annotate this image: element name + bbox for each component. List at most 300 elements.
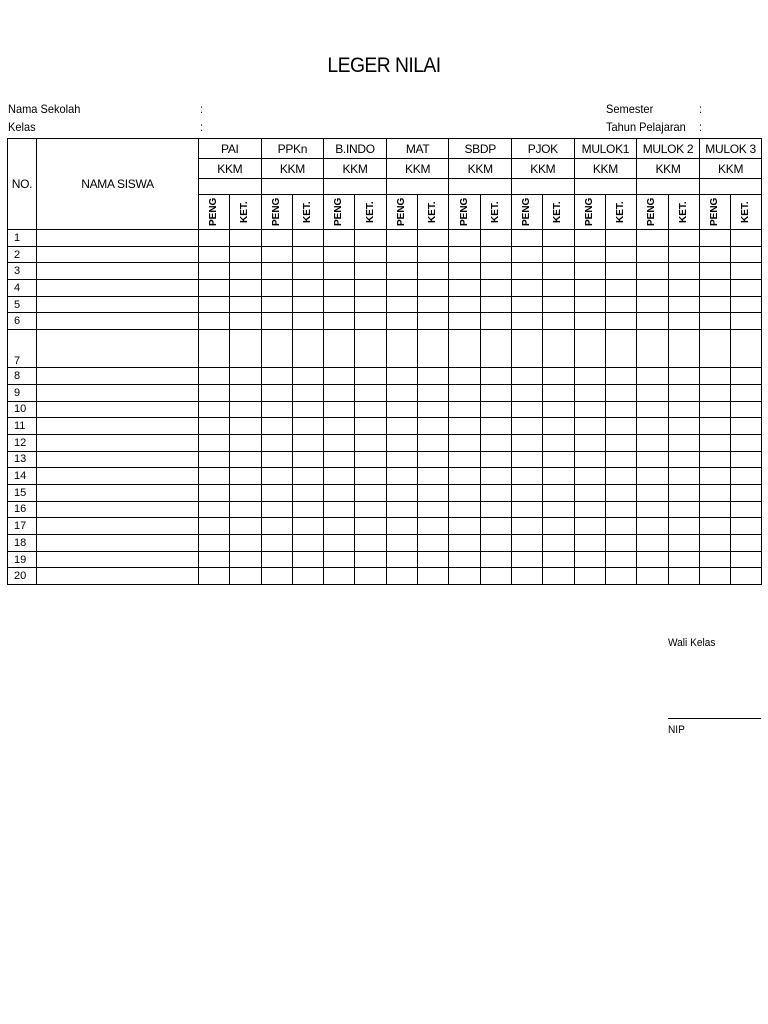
score-cell[interactable] xyxy=(292,401,323,418)
score-cell[interactable] xyxy=(574,330,605,368)
score-cell[interactable] xyxy=(574,368,605,385)
score-cell[interactable] xyxy=(480,246,511,263)
score-cell[interactable] xyxy=(512,518,543,535)
score-cell[interactable] xyxy=(668,263,699,280)
score-cell[interactable] xyxy=(574,568,605,585)
score-cell[interactable] xyxy=(324,501,355,518)
score-cell[interactable] xyxy=(699,230,730,247)
score-cell[interactable] xyxy=(449,451,480,468)
student-name-cell[interactable] xyxy=(37,246,199,263)
score-cell[interactable] xyxy=(512,418,543,435)
score-cell[interactable] xyxy=(668,451,699,468)
score-cell[interactable] xyxy=(199,313,230,330)
score-cell[interactable] xyxy=(292,484,323,501)
score-cell[interactable] xyxy=(605,551,636,568)
score-cell[interactable] xyxy=(699,535,730,552)
score-cell[interactable] xyxy=(261,313,292,330)
score-cell[interactable] xyxy=(480,568,511,585)
score-cell[interactable] xyxy=(199,468,230,485)
score-cell[interactable] xyxy=(449,468,480,485)
score-cell[interactable] xyxy=(480,451,511,468)
score-cell[interactable] xyxy=(261,296,292,313)
score-cell[interactable] xyxy=(480,330,511,368)
score-cell[interactable] xyxy=(355,484,386,501)
score-cell[interactable] xyxy=(637,434,668,451)
score-cell[interactable] xyxy=(637,384,668,401)
score-cell[interactable] xyxy=(292,368,323,385)
score-cell[interactable] xyxy=(261,384,292,401)
score-cell[interactable] xyxy=(261,551,292,568)
score-cell[interactable] xyxy=(292,518,323,535)
score-cell[interactable] xyxy=(543,451,574,468)
score-cell[interactable] xyxy=(512,263,543,280)
score-cell[interactable] xyxy=(292,384,323,401)
score-cell[interactable] xyxy=(418,230,449,247)
score-cell[interactable] xyxy=(512,484,543,501)
score-cell[interactable] xyxy=(574,535,605,552)
student-name-cell[interactable] xyxy=(37,434,199,451)
score-cell[interactable] xyxy=(699,384,730,401)
score-cell[interactable] xyxy=(731,451,762,468)
score-cell[interactable] xyxy=(605,246,636,263)
score-cell[interactable] xyxy=(543,368,574,385)
score-cell[interactable] xyxy=(480,484,511,501)
score-cell[interactable] xyxy=(386,384,417,401)
score-cell[interactable] xyxy=(386,451,417,468)
score-cell[interactable] xyxy=(324,280,355,297)
score-cell[interactable] xyxy=(543,230,574,247)
score-cell[interactable] xyxy=(418,568,449,585)
score-cell[interactable] xyxy=(449,280,480,297)
score-cell[interactable] xyxy=(418,263,449,280)
score-cell[interactable] xyxy=(512,501,543,518)
score-cell[interactable] xyxy=(292,418,323,435)
score-cell[interactable] xyxy=(512,230,543,247)
score-cell[interactable] xyxy=(324,451,355,468)
score-cell[interactable] xyxy=(543,263,574,280)
score-cell[interactable] xyxy=(199,330,230,368)
score-cell[interactable] xyxy=(480,551,511,568)
score-cell[interactable] xyxy=(355,230,386,247)
score-cell[interactable] xyxy=(574,401,605,418)
score-cell[interactable] xyxy=(543,330,574,368)
score-cell[interactable] xyxy=(199,418,230,435)
score-cell[interactable] xyxy=(699,280,730,297)
score-cell[interactable] xyxy=(230,401,261,418)
score-cell[interactable] xyxy=(699,246,730,263)
score-cell[interactable] xyxy=(480,296,511,313)
score-cell[interactable] xyxy=(574,280,605,297)
score-cell[interactable] xyxy=(355,401,386,418)
score-cell[interactable] xyxy=(699,330,730,368)
score-cell[interactable] xyxy=(731,568,762,585)
score-cell[interactable] xyxy=(637,330,668,368)
score-cell[interactable] xyxy=(449,401,480,418)
score-cell[interactable] xyxy=(543,246,574,263)
score-cell[interactable] xyxy=(605,434,636,451)
score-cell[interactable] xyxy=(605,451,636,468)
score-cell[interactable] xyxy=(418,313,449,330)
score-cell[interactable] xyxy=(668,501,699,518)
score-cell[interactable] xyxy=(199,568,230,585)
score-cell[interactable] xyxy=(699,501,730,518)
score-cell[interactable] xyxy=(699,368,730,385)
score-cell[interactable] xyxy=(230,296,261,313)
score-cell[interactable] xyxy=(324,330,355,368)
score-cell[interactable] xyxy=(574,468,605,485)
score-cell[interactable] xyxy=(449,418,480,435)
score-cell[interactable] xyxy=(261,468,292,485)
score-cell[interactable] xyxy=(699,568,730,585)
score-cell[interactable] xyxy=(230,535,261,552)
score-cell[interactable] xyxy=(637,313,668,330)
student-name-cell[interactable] xyxy=(37,535,199,552)
score-cell[interactable] xyxy=(199,551,230,568)
score-cell[interactable] xyxy=(418,451,449,468)
score-cell[interactable] xyxy=(731,313,762,330)
score-cell[interactable] xyxy=(324,263,355,280)
student-name-cell[interactable] xyxy=(37,384,199,401)
score-cell[interactable] xyxy=(668,330,699,368)
score-cell[interactable] xyxy=(731,263,762,280)
score-cell[interactable] xyxy=(386,401,417,418)
score-cell[interactable] xyxy=(574,313,605,330)
student-name-cell[interactable] xyxy=(37,468,199,485)
score-cell[interactable] xyxy=(292,551,323,568)
score-cell[interactable] xyxy=(449,518,480,535)
score-cell[interactable] xyxy=(261,263,292,280)
score-cell[interactable] xyxy=(543,468,574,485)
score-cell[interactable] xyxy=(699,296,730,313)
score-cell[interactable] xyxy=(731,484,762,501)
score-cell[interactable] xyxy=(449,568,480,585)
score-cell[interactable] xyxy=(605,296,636,313)
student-name-cell[interactable] xyxy=(37,484,199,501)
score-cell[interactable] xyxy=(199,451,230,468)
score-cell[interactable] xyxy=(543,280,574,297)
score-cell[interactable] xyxy=(355,535,386,552)
score-cell[interactable] xyxy=(731,280,762,297)
score-cell[interactable] xyxy=(418,368,449,385)
score-cell[interactable] xyxy=(292,501,323,518)
score-cell[interactable] xyxy=(512,401,543,418)
score-cell[interactable] xyxy=(480,230,511,247)
score-cell[interactable] xyxy=(230,313,261,330)
score-cell[interactable] xyxy=(731,434,762,451)
score-cell[interactable] xyxy=(668,551,699,568)
score-cell[interactable] xyxy=(292,313,323,330)
score-cell[interactable] xyxy=(324,313,355,330)
score-cell[interactable] xyxy=(574,434,605,451)
score-cell[interactable] xyxy=(574,501,605,518)
student-name-cell[interactable] xyxy=(37,313,199,330)
score-cell[interactable] xyxy=(574,263,605,280)
score-cell[interactable] xyxy=(324,484,355,501)
score-cell[interactable] xyxy=(637,401,668,418)
score-cell[interactable] xyxy=(386,518,417,535)
score-cell[interactable] xyxy=(386,296,417,313)
score-cell[interactable] xyxy=(605,401,636,418)
score-cell[interactable] xyxy=(418,246,449,263)
score-cell[interactable] xyxy=(199,518,230,535)
student-name-cell[interactable] xyxy=(37,568,199,585)
score-cell[interactable] xyxy=(699,451,730,468)
score-cell[interactable] xyxy=(637,368,668,385)
score-cell[interactable] xyxy=(418,501,449,518)
score-cell[interactable] xyxy=(668,313,699,330)
score-cell[interactable] xyxy=(574,484,605,501)
score-cell[interactable] xyxy=(512,246,543,263)
score-cell[interactable] xyxy=(199,384,230,401)
score-cell[interactable] xyxy=(731,401,762,418)
score-cell[interactable] xyxy=(418,551,449,568)
score-cell[interactable] xyxy=(574,296,605,313)
score-cell[interactable] xyxy=(637,568,668,585)
score-cell[interactable] xyxy=(261,484,292,501)
score-cell[interactable] xyxy=(605,263,636,280)
score-cell[interactable] xyxy=(230,434,261,451)
score-cell[interactable] xyxy=(418,330,449,368)
score-cell[interactable] xyxy=(512,434,543,451)
score-cell[interactable] xyxy=(199,368,230,385)
student-name-cell[interactable] xyxy=(37,418,199,435)
score-cell[interactable] xyxy=(386,501,417,518)
score-cell[interactable] xyxy=(230,468,261,485)
score-cell[interactable] xyxy=(355,568,386,585)
score-cell[interactable] xyxy=(574,451,605,468)
score-cell[interactable] xyxy=(324,518,355,535)
score-cell[interactable] xyxy=(292,230,323,247)
score-cell[interactable] xyxy=(386,368,417,385)
score-cell[interactable] xyxy=(418,484,449,501)
score-cell[interactable] xyxy=(292,330,323,368)
student-name-cell[interactable] xyxy=(37,518,199,535)
score-cell[interactable] xyxy=(449,434,480,451)
score-cell[interactable] xyxy=(637,418,668,435)
score-cell[interactable] xyxy=(355,434,386,451)
score-cell[interactable] xyxy=(292,468,323,485)
score-cell[interactable] xyxy=(574,418,605,435)
score-cell[interactable] xyxy=(731,468,762,485)
score-cell[interactable] xyxy=(355,330,386,368)
score-cell[interactable] xyxy=(668,296,699,313)
score-cell[interactable] xyxy=(543,535,574,552)
score-cell[interactable] xyxy=(418,401,449,418)
score-cell[interactable] xyxy=(668,518,699,535)
score-cell[interactable] xyxy=(230,418,261,435)
score-cell[interactable] xyxy=(230,568,261,585)
score-cell[interactable] xyxy=(543,384,574,401)
score-cell[interactable] xyxy=(355,501,386,518)
score-cell[interactable] xyxy=(418,384,449,401)
score-cell[interactable] xyxy=(355,280,386,297)
score-cell[interactable] xyxy=(355,263,386,280)
score-cell[interactable] xyxy=(418,296,449,313)
score-cell[interactable] xyxy=(637,535,668,552)
score-cell[interactable] xyxy=(449,330,480,368)
score-cell[interactable] xyxy=(418,280,449,297)
score-cell[interactable] xyxy=(292,263,323,280)
score-cell[interactable] xyxy=(261,434,292,451)
score-cell[interactable] xyxy=(637,263,668,280)
score-cell[interactable] xyxy=(480,280,511,297)
score-cell[interactable] xyxy=(261,330,292,368)
score-cell[interactable] xyxy=(480,501,511,518)
score-cell[interactable] xyxy=(699,263,730,280)
student-name-cell[interactable] xyxy=(37,296,199,313)
score-cell[interactable] xyxy=(449,230,480,247)
score-cell[interactable] xyxy=(731,330,762,368)
score-cell[interactable] xyxy=(386,246,417,263)
score-cell[interactable] xyxy=(731,535,762,552)
score-cell[interactable] xyxy=(543,401,574,418)
score-cell[interactable] xyxy=(230,501,261,518)
score-cell[interactable] xyxy=(543,568,574,585)
score-cell[interactable] xyxy=(668,484,699,501)
score-cell[interactable] xyxy=(386,230,417,247)
score-cell[interactable] xyxy=(449,246,480,263)
score-cell[interactable] xyxy=(449,313,480,330)
score-cell[interactable] xyxy=(199,434,230,451)
score-cell[interactable] xyxy=(261,501,292,518)
score-cell[interactable] xyxy=(731,418,762,435)
score-cell[interactable] xyxy=(261,418,292,435)
score-cell[interactable] xyxy=(699,418,730,435)
score-cell[interactable] xyxy=(668,280,699,297)
score-cell[interactable] xyxy=(668,568,699,585)
score-cell[interactable] xyxy=(668,384,699,401)
student-name-cell[interactable] xyxy=(37,551,199,568)
score-cell[interactable] xyxy=(668,368,699,385)
score-cell[interactable] xyxy=(199,296,230,313)
score-cell[interactable] xyxy=(324,535,355,552)
score-cell[interactable] xyxy=(512,384,543,401)
score-cell[interactable] xyxy=(731,368,762,385)
score-cell[interactable] xyxy=(512,368,543,385)
score-cell[interactable] xyxy=(355,551,386,568)
score-cell[interactable] xyxy=(731,518,762,535)
score-cell[interactable] xyxy=(386,280,417,297)
score-cell[interactable] xyxy=(480,434,511,451)
score-cell[interactable] xyxy=(386,551,417,568)
score-cell[interactable] xyxy=(261,451,292,468)
score-cell[interactable] xyxy=(386,313,417,330)
score-cell[interactable] xyxy=(355,468,386,485)
score-cell[interactable] xyxy=(449,384,480,401)
score-cell[interactable] xyxy=(605,518,636,535)
score-cell[interactable] xyxy=(449,296,480,313)
score-cell[interactable] xyxy=(699,313,730,330)
score-cell[interactable] xyxy=(449,484,480,501)
student-name-cell[interactable] xyxy=(37,230,199,247)
score-cell[interactable] xyxy=(261,230,292,247)
score-cell[interactable] xyxy=(261,518,292,535)
score-cell[interactable] xyxy=(512,296,543,313)
score-cell[interactable] xyxy=(699,401,730,418)
score-cell[interactable] xyxy=(637,501,668,518)
score-cell[interactable] xyxy=(230,518,261,535)
score-cell[interactable] xyxy=(386,418,417,435)
score-cell[interactable] xyxy=(543,551,574,568)
score-cell[interactable] xyxy=(543,518,574,535)
score-cell[interactable] xyxy=(292,451,323,468)
score-cell[interactable] xyxy=(324,384,355,401)
score-cell[interactable] xyxy=(574,518,605,535)
score-cell[interactable] xyxy=(324,401,355,418)
score-cell[interactable] xyxy=(292,568,323,585)
score-cell[interactable] xyxy=(386,263,417,280)
score-cell[interactable] xyxy=(605,330,636,368)
score-cell[interactable] xyxy=(324,418,355,435)
score-cell[interactable] xyxy=(731,384,762,401)
student-name-cell[interactable] xyxy=(37,263,199,280)
score-cell[interactable] xyxy=(480,368,511,385)
score-cell[interactable] xyxy=(574,246,605,263)
score-cell[interactable] xyxy=(261,568,292,585)
score-cell[interactable] xyxy=(324,434,355,451)
score-cell[interactable] xyxy=(512,451,543,468)
score-cell[interactable] xyxy=(261,535,292,552)
score-cell[interactable] xyxy=(449,535,480,552)
score-cell[interactable] xyxy=(355,418,386,435)
score-cell[interactable] xyxy=(230,263,261,280)
score-cell[interactable] xyxy=(418,535,449,552)
score-cell[interactable] xyxy=(731,501,762,518)
score-cell[interactable] xyxy=(261,368,292,385)
score-cell[interactable] xyxy=(480,263,511,280)
score-cell[interactable] xyxy=(699,484,730,501)
score-cell[interactable] xyxy=(480,468,511,485)
score-cell[interactable] xyxy=(543,501,574,518)
score-cell[interactable] xyxy=(324,468,355,485)
score-cell[interactable] xyxy=(512,568,543,585)
score-cell[interactable] xyxy=(699,518,730,535)
student-name-cell[interactable] xyxy=(37,401,199,418)
score-cell[interactable] xyxy=(731,551,762,568)
score-cell[interactable] xyxy=(668,434,699,451)
score-cell[interactable] xyxy=(637,468,668,485)
score-cell[interactable] xyxy=(324,246,355,263)
score-cell[interactable] xyxy=(574,384,605,401)
score-cell[interactable] xyxy=(637,451,668,468)
score-cell[interactable] xyxy=(543,418,574,435)
score-cell[interactable] xyxy=(199,401,230,418)
score-cell[interactable] xyxy=(480,418,511,435)
score-cell[interactable] xyxy=(512,535,543,552)
score-cell[interactable] xyxy=(199,230,230,247)
score-cell[interactable] xyxy=(230,280,261,297)
student-name-cell[interactable] xyxy=(37,280,199,297)
score-cell[interactable] xyxy=(324,230,355,247)
score-cell[interactable] xyxy=(292,535,323,552)
score-cell[interactable] xyxy=(199,484,230,501)
score-cell[interactable] xyxy=(386,535,417,552)
score-cell[interactable] xyxy=(699,434,730,451)
score-cell[interactable] xyxy=(480,384,511,401)
score-cell[interactable] xyxy=(355,451,386,468)
score-cell[interactable] xyxy=(668,468,699,485)
score-cell[interactable] xyxy=(324,568,355,585)
score-cell[interactable] xyxy=(605,418,636,435)
score-cell[interactable] xyxy=(386,568,417,585)
score-cell[interactable] xyxy=(449,263,480,280)
score-cell[interactable] xyxy=(230,484,261,501)
score-cell[interactable] xyxy=(292,246,323,263)
score-cell[interactable] xyxy=(230,230,261,247)
score-cell[interactable] xyxy=(668,230,699,247)
score-cell[interactable] xyxy=(637,484,668,501)
score-cell[interactable] xyxy=(199,280,230,297)
